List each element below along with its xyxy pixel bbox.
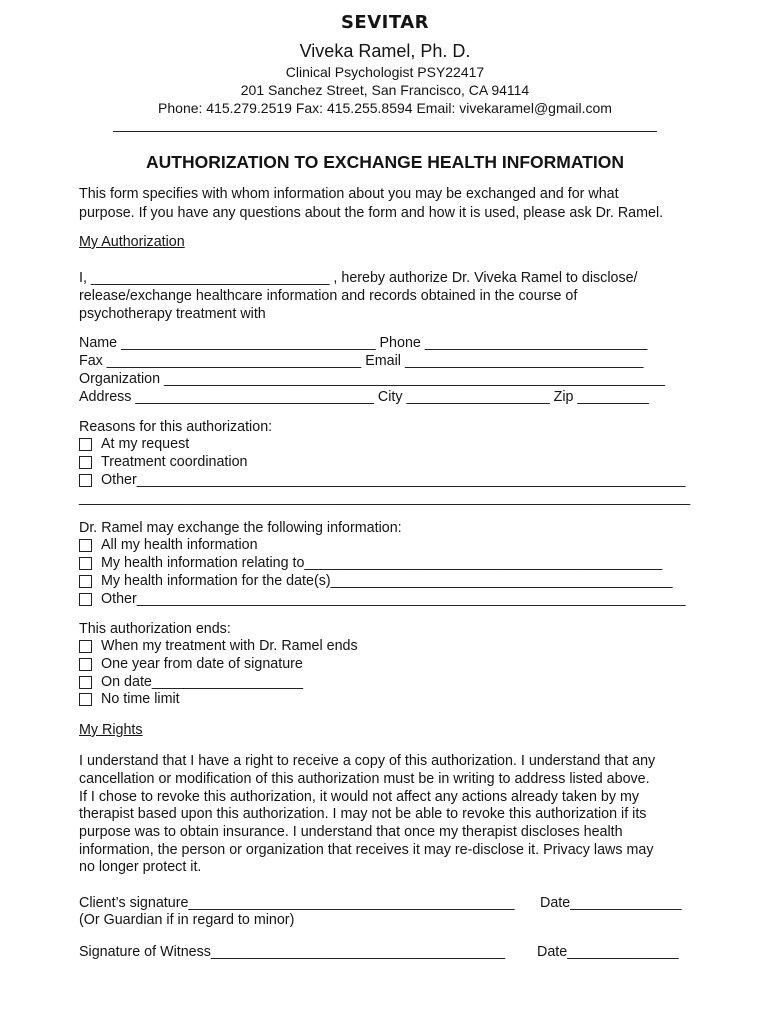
section-heading-authorization: My Authorization [79, 234, 185, 250]
ends-checkbox-no-limit[interactable] [79, 693, 92, 706]
client-signature-field[interactable]: Client’s signature_________________________________________ [79, 895, 515, 911]
witness-date-field[interactable]: Date______________ [537, 944, 679, 960]
information-heading: Dr. Ramel may exchange the following information: [79, 520, 402, 536]
reason-other-continuation[interactable]: _________________________________________________________________________________ [79, 490, 691, 506]
ends-label-on-date[interactable]: On date___________________ [101, 674, 303, 690]
info-label-relating[interactable]: My health information relating to_____________________________________________ [101, 555, 663, 571]
authorization-line-3: psychotherapy treatment with [79, 306, 266, 322]
ends-label-no-limit: No time limit [101, 691, 180, 707]
info-label-dates[interactable]: My health information for the date(s)___________________________________________ [101, 573, 673, 589]
authorization-line-1[interactable]: I, ______________________________ , hereby authorize Dr. Viveka Ramel to disclose/ [79, 270, 638, 286]
witness-signature-field[interactable]: Signature of Witness_____________________________________ [79, 944, 506, 960]
rights-line-6: information, the person or organization that receives it may re-disclose it. Privacy laws may [79, 842, 654, 858]
reason-checkbox-other[interactable] [79, 474, 92, 487]
recipient-name-phone-field[interactable]: Name ________________________________ Phone ____________________________ [79, 335, 648, 351]
reason-label-request: At my request [101, 436, 190, 452]
recipient-organization-field[interactable]: Organization _______________________________________________________________ [79, 371, 665, 387]
ends-label-treatment: When my treatment with Dr. Ramel ends [101, 638, 358, 654]
reason-label-coordination: Treatment coordination [101, 454, 248, 470]
reason-label-other[interactable]: Other_____________________________________________________________________ [101, 472, 686, 488]
info-checkbox-dates[interactable] [79, 575, 92, 588]
rights-line-7: no longer protect it. [79, 859, 202, 875]
client-date-field[interactable]: Date______________ [540, 895, 682, 911]
rights-line-5: purpose was to obtain insurance. I understand that once my therapist discloses health [79, 824, 623, 840]
reason-checkbox-coordination[interactable] [79, 456, 92, 469]
authorization-line-2: release/exchange healthcare information and records obtained in the course of [79, 288, 578, 304]
header-divider [113, 131, 657, 132]
reasons-heading: Reasons for this authorization: [79, 419, 273, 435]
ends-label-one-year: One year from date of signature [101, 656, 303, 672]
practice-address: 201 Sanchez Street, San Francisco, CA 94114 [240, 82, 530, 98]
intro-line-1: This form specifies with whom information about you may be exchanged and for what [79, 186, 619, 202]
info-label-all: All my health information [101, 537, 258, 553]
rights-line-1: I understand that I have a right to receive a copy of this authorization. I understand that any [79, 753, 656, 769]
rights-line-2: cancellation or modification of this authorization must be in writing to address listed above. [79, 771, 650, 787]
section-heading-rights: My Rights [79, 722, 143, 738]
recipient-address-field[interactable]: Address ______________________________ City __________________ Zip _________ [79, 389, 650, 405]
ends-checkbox-treatment[interactable] [79, 640, 92, 653]
guardian-note: (Or Guardian if in regard to minor) [79, 912, 295, 928]
ends-checkbox-on-date[interactable] [79, 676, 92, 689]
info-checkbox-all[interactable] [79, 539, 92, 552]
practitioner-name: Viveka Ramel, Ph. D. [299, 41, 471, 61]
ends-heading: This authorization ends: [79, 621, 231, 637]
rights-line-4: therapist based upon this authorization. I may not be able to revoke this authorization if its [79, 806, 647, 822]
info-checkbox-relating[interactable] [79, 557, 92, 570]
contact-line: Phone: 415.279.2519 Fax: 415.255.8594 Email: vivekaramel@gmail.com [158, 100, 612, 116]
recipient-fax-email-field[interactable]: Fax ________________________________ Email ______________________________ [79, 353, 644, 369]
rights-line-3: If I chose to revoke this authorization, it would not affect any actions already taken by my [79, 789, 640, 805]
intro-line-2: purpose. If you have any questions about the form and how it is used, please ask Dr. Ramel. [79, 205, 664, 221]
info-checkbox-other[interactable] [79, 593, 92, 606]
info-label-other[interactable]: Other_____________________________________________________________________ [101, 591, 686, 607]
logo: SEVITAR [340, 12, 430, 33]
reason-checkbox-request[interactable] [79, 438, 92, 451]
ends-checkbox-one-year[interactable] [79, 658, 92, 671]
page-title: AUTHORIZATION TO EXCHANGE HEALTH INFORMATION [146, 152, 624, 172]
credential: Clinical Psychologist PSY22417 [285, 64, 485, 80]
